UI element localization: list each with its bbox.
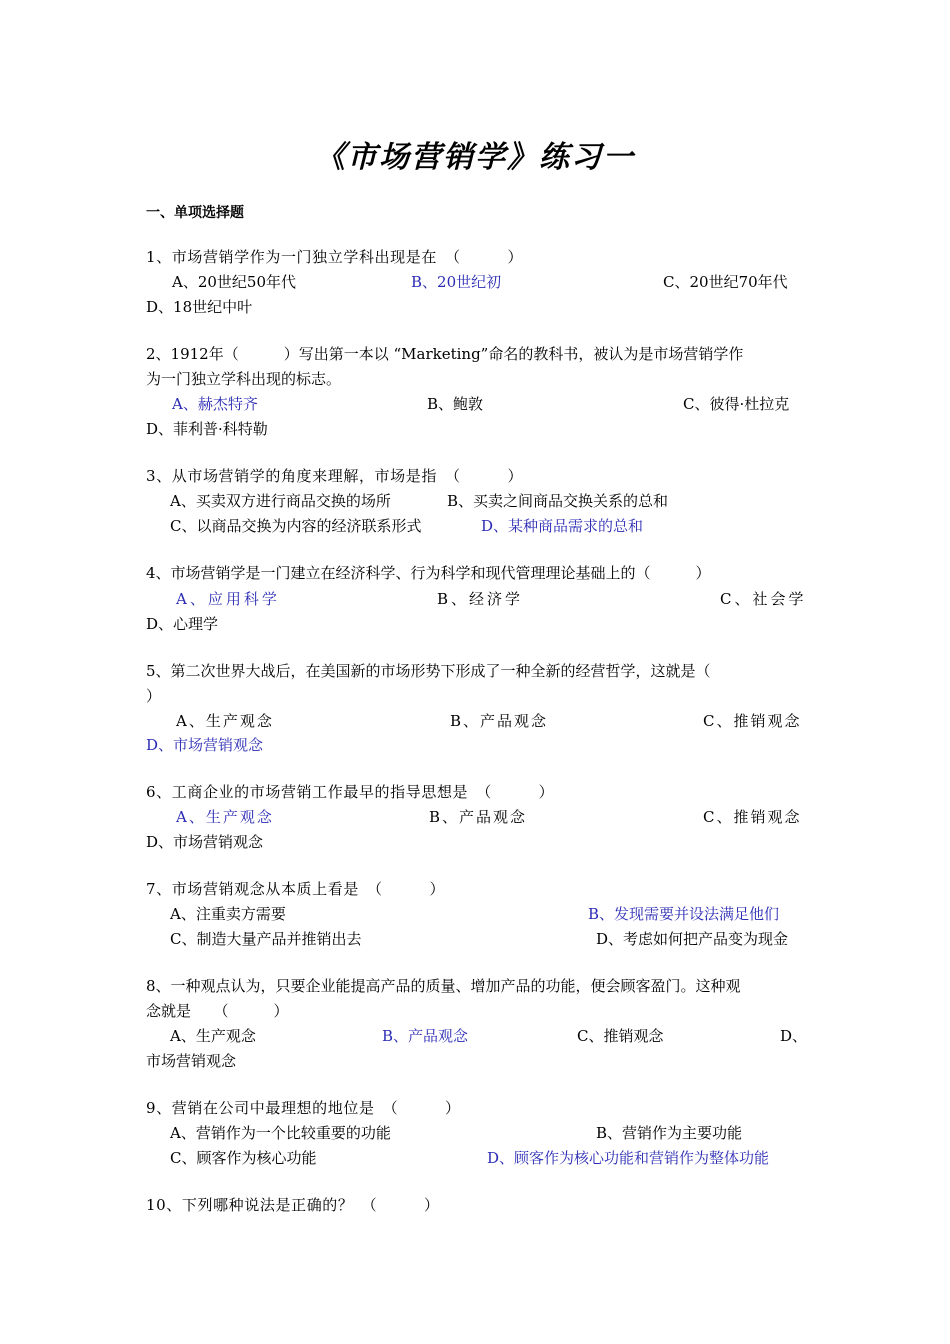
question-4-option-a: A、应用科学 [176, 590, 280, 608]
question-9-option-c: C、顾客作为核心功能 [170, 1149, 317, 1167]
question-2-stem-cont: 为一门独立学科出现的标志。 [146, 370, 342, 388]
question-5-option-c: C、推销观念 [703, 712, 802, 730]
question-8-option-c: C、推销观念 [577, 1027, 664, 1045]
question-7-stem: 7、市场营销观念从本质上看是 （ ） [146, 880, 446, 898]
section-heading: 一、单项选择题 [146, 205, 244, 221]
question-9-option-b: B、营销作为主要功能 [596, 1124, 743, 1142]
question-1-stem: 1、市场营销学作为一门独立学科出现是在 （ ） [146, 248, 524, 266]
question-3-option-d: D、某种商品需求的总和 [481, 517, 644, 535]
question-3-option-c: C、以商品交换为内容的经济联系形式 [170, 517, 422, 535]
question-6-option-b: B、产品观念 [429, 808, 528, 826]
question-1-option-b: B、20世纪初 [411, 273, 502, 291]
question-8-option-a: A、生产观念 [170, 1027, 256, 1045]
question-1-option-d: D、18世纪中叶 [146, 298, 253, 316]
question-7-option-d: D、考虑如何把产品变为现金 [596, 930, 789, 948]
question-4-option-b: B、经济学 [437, 590, 524, 608]
question-5-option-a: A、生产观念 [176, 712, 274, 730]
question-4-stem: 4、市场营销学是一门建立在经济科学、行为科学和现代管理理论基础上的（ ） [146, 564, 711, 582]
question-2-option-b: B、鲍敦 [427, 395, 484, 413]
question-6-option-d: D、市场营销观念 [146, 833, 264, 851]
question-6-option-c: C、推销观念 [703, 808, 802, 826]
question-3-option-b: B、买卖之间商品交换关系的总和 [447, 492, 669, 510]
question-9-option-a: A、营销作为一个比较重要的功能 [170, 1124, 391, 1142]
question-7-option-c: C、制造大量产品并推销出去 [170, 930, 362, 948]
question-1-option-c: C、20世纪70年代 [663, 273, 788, 291]
question-8-option-b: B、产品观念 [382, 1027, 469, 1045]
question-3-option-a: A、买卖双方进行商品交换的场所 [170, 492, 391, 510]
question-1-option-a: A、20世纪50年代 [172, 273, 297, 291]
question-2-option-c: C、彼得·杜拉克 [683, 395, 790, 413]
question-5-stem-cont: ） [146, 687, 162, 705]
question-6-stem: 6、工商企业的市场营销工作最早的指导思想是 （ ） [146, 783, 555, 801]
question-8-option-d-prefix: D、 [780, 1027, 808, 1045]
question-2-option-d: D、菲利普·科特勒 [146, 420, 268, 438]
question-10-stem: 10、下列哪种说法是正确的？ （ ） [146, 1196, 440, 1214]
question-6-option-a: A、生产观念 [176, 808, 274, 826]
question-9-option-d: D、顾客作为核心功能和营销作为整体功能 [487, 1149, 770, 1167]
question-5-option-d: D、市场营销观念 [146, 736, 264, 754]
question-7-option-a: A、注重卖方需要 [170, 905, 286, 923]
question-8-stem: 8、一种观点认为，只要企业能提高产品的质量、增加产品的功能，便会顾客盈门。这种观 [146, 977, 741, 995]
question-7-option-b: B、发现需要并设法满足他们 [588, 905, 780, 923]
page-title: 《市场营销学》练习一 [315, 140, 635, 175]
question-4-option-d: D、心理学 [146, 615, 219, 633]
question-8-option-d: 市场营销观念 [146, 1052, 237, 1070]
question-2-option-a: A、赫杰特齐 [172, 395, 258, 413]
question-5-stem: 5、第二次世界大战后，在美国新的市场形势下形成了一种全新的经营哲学，这就是（ [146, 662, 711, 680]
question-5-option-b: B、产品观念 [450, 712, 549, 730]
question-2-stem: 2、1912年（ ）写出第一本以 “Marketing”命名的教科书，被认为是市场营销学作 [146, 345, 744, 363]
question-4-option-c: C、社会学 [720, 590, 807, 608]
question-9-stem: 9、营销在公司中最理想的地位是 （ ） [146, 1099, 461, 1117]
question-3-stem: 3、从市场营销学的角度来理解，市场是指 （ ） [146, 467, 524, 485]
question-8-stem-cont: 念就是 （ ） [146, 1002, 289, 1020]
